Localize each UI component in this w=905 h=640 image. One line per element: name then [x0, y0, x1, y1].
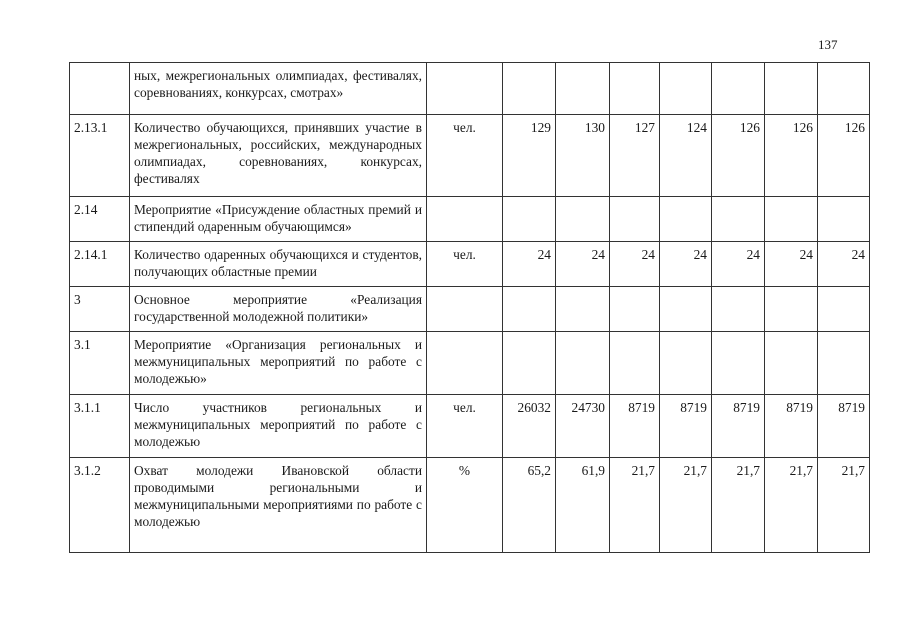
row-unit-cell: чел. [427, 395, 503, 458]
table-row [70, 115, 870, 197]
row-value-cell: 8719 [818, 395, 870, 458]
row-value-cell [765, 63, 818, 115]
row-value-cell [660, 332, 712, 395]
row-value-cell: 129 [503, 115, 556, 197]
row-value-cell [712, 332, 765, 395]
row-value-cell: 21,7 [712, 458, 765, 553]
row-value-cell: 8719 [765, 395, 818, 458]
row-value-cell [610, 332, 660, 395]
row-value-cell: 24 [503, 242, 556, 287]
table-row [70, 287, 870, 332]
row-code-cell: 3 [70, 287, 130, 332]
row-value-cell: 24 [765, 242, 818, 287]
row-code-cell: 2.13.1 [70, 115, 130, 197]
row-value-cell: 21,7 [660, 458, 712, 553]
row-description-cell: ных, межрегиональных олимпиадах, фестивалях, соревнованиях, конкурсах, смотрах» [130, 63, 427, 115]
row-value-cell [503, 63, 556, 115]
row-description-cell: Число участников региональных и межмуниципальных мероприятий по работе с молодежью [130, 395, 427, 458]
row-value-cell: 24 [712, 242, 765, 287]
row-value-cell: 21,7 [610, 458, 660, 553]
row-value-cell [712, 197, 765, 242]
row-value-cell [712, 287, 765, 332]
row-value-cell [556, 63, 610, 115]
row-code-cell: 3.1 [70, 332, 130, 395]
row-value-cell [503, 197, 556, 242]
row-value-cell: 126 [818, 115, 870, 197]
row-code-cell [70, 63, 130, 115]
table-row [70, 242, 870, 287]
row-value-cell [610, 287, 660, 332]
row-value-cell [712, 63, 765, 115]
row-value-cell [765, 332, 818, 395]
row-unit-cell [427, 287, 503, 332]
row-value-cell: 24 [610, 242, 660, 287]
row-description-cell: Количество одаренных обучающихся и студентов, получающих областные премии [130, 242, 427, 287]
row-code-cell: 3.1.1 [70, 395, 130, 458]
row-value-cell [765, 197, 818, 242]
row-unit-cell: чел. [427, 242, 503, 287]
row-value-cell [818, 63, 870, 115]
row-value-cell: 8719 [610, 395, 660, 458]
row-value-cell: 8719 [712, 395, 765, 458]
row-value-cell [556, 197, 610, 242]
row-value-cell: 130 [556, 115, 610, 197]
row-value-cell [610, 197, 660, 242]
row-value-cell: 26032 [503, 395, 556, 458]
row-value-cell [556, 287, 610, 332]
row-value-cell [660, 197, 712, 242]
row-value-cell: 8719 [660, 395, 712, 458]
row-value-cell: 65,2 [503, 458, 556, 553]
page-number: 137 [818, 37, 838, 52]
row-description-cell: Основное мероприятие «Реализация государственной молодежной политики» [130, 287, 427, 332]
row-unit-cell: % [427, 458, 503, 553]
table-row [70, 197, 870, 242]
table-row [70, 63, 870, 115]
row-value-cell: 24 [818, 242, 870, 287]
row-code-cell: 2.14 [70, 197, 130, 242]
row-value-cell [818, 197, 870, 242]
row-value-cell: 61,9 [556, 458, 610, 553]
row-description-cell: Мероприятие «Организация региональных и межмуниципальных мероприятий по работе с молодежью» [130, 332, 427, 395]
row-unit-cell [427, 332, 503, 395]
row-description-cell: Количество обучающихся, принявших участие в межрегиональных, российских, международных олимпиадах, соревнованиях, конкурсах, фестивалях [130, 115, 427, 197]
row-value-cell [610, 63, 660, 115]
table-row [70, 458, 870, 553]
row-code-cell: 2.14.1 [70, 242, 130, 287]
row-description-cell: Охват молодежи Ивановской области проводимыми региональными и межмуниципальными мероприятиями по работе с молодежью [130, 458, 427, 553]
indicators-table [69, 62, 870, 553]
table-row [70, 332, 870, 395]
row-value-cell: 24730 [556, 395, 610, 458]
row-value-cell [503, 287, 556, 332]
row-unit-cell: чел. [427, 115, 503, 197]
row-value-cell [660, 63, 712, 115]
row-description-cell: Мероприятие «Присуждение областных премий и стипендий одаренным обучающимся» [130, 197, 427, 242]
row-value-cell: 21,7 [818, 458, 870, 553]
row-value-cell [765, 287, 818, 332]
row-value-cell [660, 287, 712, 332]
row-value-cell: 127 [610, 115, 660, 197]
row-value-cell: 124 [660, 115, 712, 197]
row-value-cell: 21,7 [765, 458, 818, 553]
row-value-cell [818, 332, 870, 395]
row-value-cell: 126 [765, 115, 818, 197]
row-value-cell [503, 332, 556, 395]
row-value-cell: 24 [556, 242, 610, 287]
row-unit-cell [427, 197, 503, 242]
row-value-cell: 24 [660, 242, 712, 287]
row-unit-cell [427, 63, 503, 115]
row-value-cell [556, 332, 610, 395]
row-value-cell [818, 287, 870, 332]
row-value-cell: 126 [712, 115, 765, 197]
row-code-cell: 3.1.2 [70, 458, 130, 553]
table-row [70, 395, 870, 458]
